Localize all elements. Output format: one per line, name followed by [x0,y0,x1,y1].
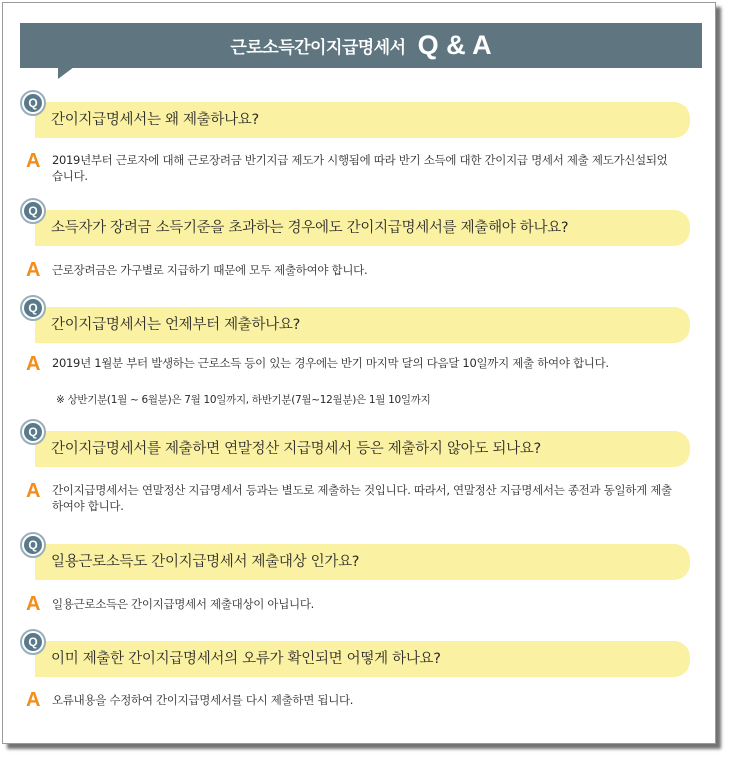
question-bar [35,307,690,343]
page-title-korean: 근로소득간이지급명세서 [230,38,406,58]
answer-text: 2019년 1월분 부터 발생하는 근로소득 등이 있는 경우에는 반기 마지막 달의 다음달 10일까지 제출 하여야 합니다. [52,356,609,370]
page-title [20,23,702,68]
q-badge-icon: Q [20,198,46,224]
q-badge-icon: Q [20,629,46,655]
a-badge-icon: A [26,259,41,281]
answer-text: 오류내용을 수정하여 간이지급명세서를 다시 제출하면 됩니다. [52,693,354,707]
question-text: 간이지급명세서는 왜 제출하나요? [51,112,259,128]
a-badge-icon: A [26,480,41,502]
a-badge-icon: A [26,150,41,172]
question-text: 일용근로소득도 간이지급명세서 제출대상 인가요? [51,554,360,570]
q-badge-icon: Q [20,419,46,445]
question-bar [35,210,690,246]
answer-note: ※ 상반기분(1월 ~ 6월분)은 7월 10일까지, 하반기분(7월~12월분)은 1월 10일까지 [56,394,431,406]
question-bar [35,431,690,467]
question-bar [35,544,690,580]
question-text: 이미 제출한 간이지급명세서의 오류가 확인되면 어떻게 하나요? [51,651,441,667]
header-pointer [58,67,74,79]
question-text: 간이지급명세서를 제출하면 연말정산 지급명세서 등은 제출하지 않아도 되나요? [51,441,541,457]
question-text: 간이지급명세서는 언제부터 제출하나요? [51,317,301,333]
question-bar [35,641,690,677]
answer-text: 일용근로소득은 간이지급명세서 제출대상이 아닙니다. [52,597,315,611]
qa-card [2,2,716,744]
question-bar [35,102,690,138]
a-badge-icon: A [26,689,41,711]
a-badge-icon: A [26,353,41,375]
q-badge-icon: Q [20,295,46,321]
a-badge-icon: A [26,593,41,615]
q-badge-icon: Q [20,90,46,116]
answer-text: 근로장려금은 가구별로 지급하기 때문에 모두 제출하여야 합니다. [52,263,368,277]
answer-text: 간이지급명세서는 연말정산 지급명세서 등과는 별도로 제출하는 것입니다. 따라서, 연말정산 지급명세서는 종전과 동일하게 제출하여야 합니다. [52,483,672,513]
question-text: 소득자가 장려금 소득기준을 초과하는 경우에도 간이지급명세서를 제출해야 하나요? [51,220,569,236]
answer-text: 2019년부터 근로자에 대해 근로장려금 반기지급 제도가 시행됨에 따라 반기 소득에 대한 간이지급 명세서 제출 제도가신설되었습니다. [52,153,668,183]
header-banner [20,23,702,68]
q-badge-icon: Q [20,532,46,558]
page-title-qa: Q & A [417,30,492,60]
